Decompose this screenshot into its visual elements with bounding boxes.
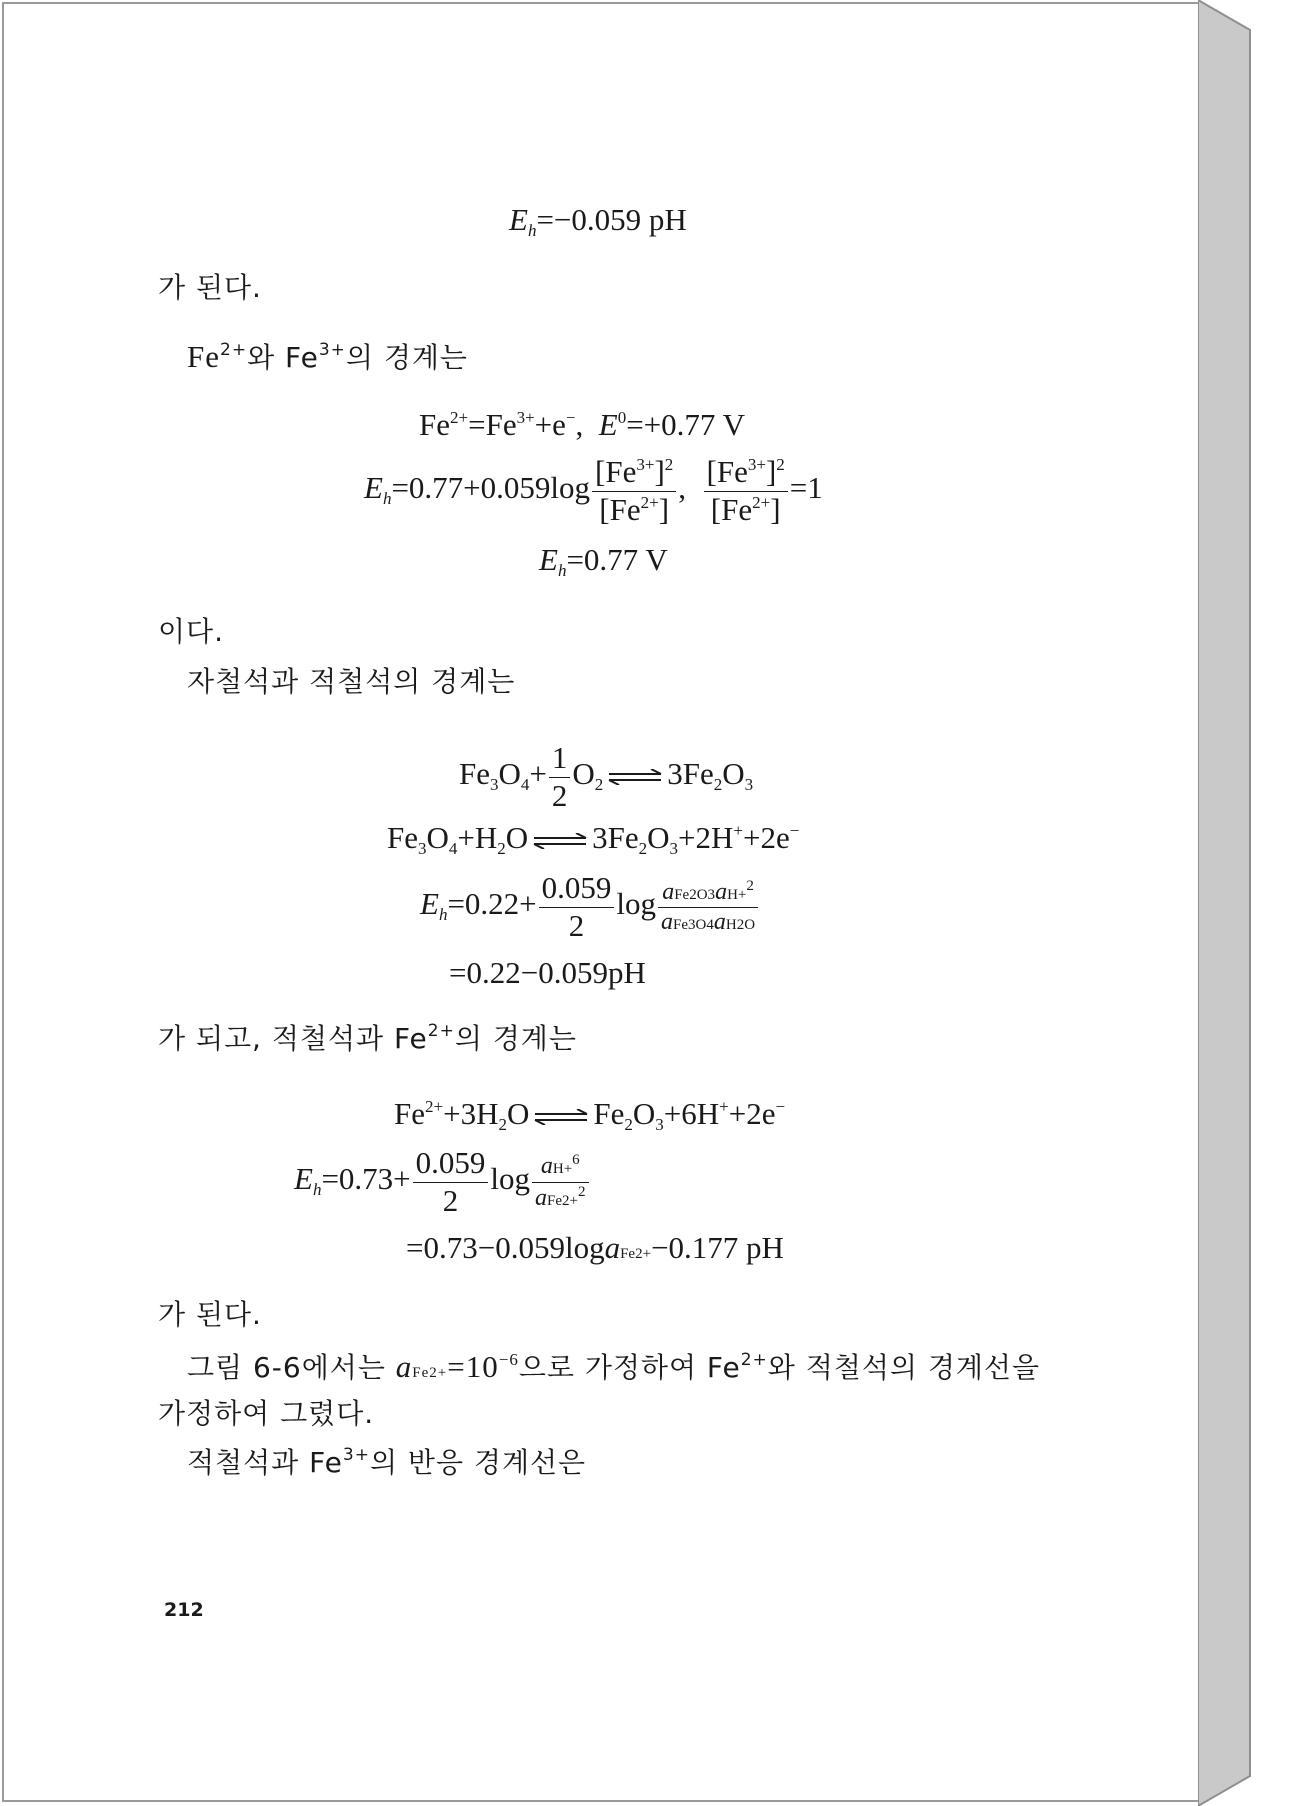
equation-fe-nernst: Eh=0.77+0.059log $\frac{[Fe^{3+}]^2}{[Fe^{2+}]}$ , $\frac{[Fe^{3+}]^2}{[Fe^{2+}]}$ =1 xyxy=(364,454,823,527)
equation-magnetite-water: Fe3O4+H2O 3Fe2O3+2H++2e− xyxy=(387,820,800,858)
text-line-8: 가정하여 그렸다. xyxy=(158,1397,375,1430)
equation-fe-redox: $Fe^{2+}=Fe^{3+}+e^-$, $E^0=+0.77$ V xyxy=(419,407,745,442)
equation-magnetite-oxidation: Fe3O4+ $\frac{1}{2}$ O2 3Fe2O3 xyxy=(459,740,754,813)
equation-ferrous-ph: =0.73−0.059logaFe2+−0.177 pH xyxy=(406,1230,784,1265)
page-number: 212 xyxy=(164,1599,204,1621)
equation-ferrous-hematite: $Fe^{2+}+3H2O$ Fe2O3+6H++2e− xyxy=(394,1096,786,1134)
text-line-3: 이다. xyxy=(158,615,224,648)
text-line-9: 적철석과 $Fe^{3+}$의 반응 경계선은 xyxy=(187,1445,587,1479)
text-line-7: 그림 6-6에서는 $aFe2+=10^{-6}$으로 가정하여 $Fe^{2+}$와 적철석의 경계선을 xyxy=(187,1349,1041,1384)
equation-magnetite-nernst: Eh=0.22+ $\frac{0.059}{2}$ log $\frac{aFe2O3aH+^2}{\text{aFe3O4aH2O}}$ xyxy=(420,872,760,942)
equation-magnetite-ph: =0.22−0.059pH xyxy=(449,955,646,990)
equilibrium-arrow-icon xyxy=(532,833,588,849)
equilibrium-arrow-icon xyxy=(533,1109,589,1125)
text-line-4: 자철석과 적철석의 경계는 xyxy=(187,665,516,698)
equation-eh-077: Eh=0.77 V xyxy=(539,542,668,580)
text-line-5: 가 되고, 적철석과 $Fe^{2+}$의 경계는 xyxy=(158,1021,577,1055)
book-page xyxy=(2,2,1198,1802)
equation-ferrous-nernst: Eh=0.73+ $\frac{0.059}{2}$ log $\frac{aH+^6}{aFe2+^2}$ xyxy=(294,1147,591,1217)
equilibrium-arrow-icon xyxy=(607,769,663,785)
text-line-6: 가 된다. xyxy=(158,1298,262,1331)
equation-eh-ph: Eh=−0.059 pH xyxy=(509,202,687,240)
text-line-1: 가 된다. xyxy=(158,271,262,304)
page-stack-edge xyxy=(1198,0,1258,1806)
text-line-2: $Fe^{2+}$와 $Fe^{3+}$의 경계는 xyxy=(187,339,468,374)
